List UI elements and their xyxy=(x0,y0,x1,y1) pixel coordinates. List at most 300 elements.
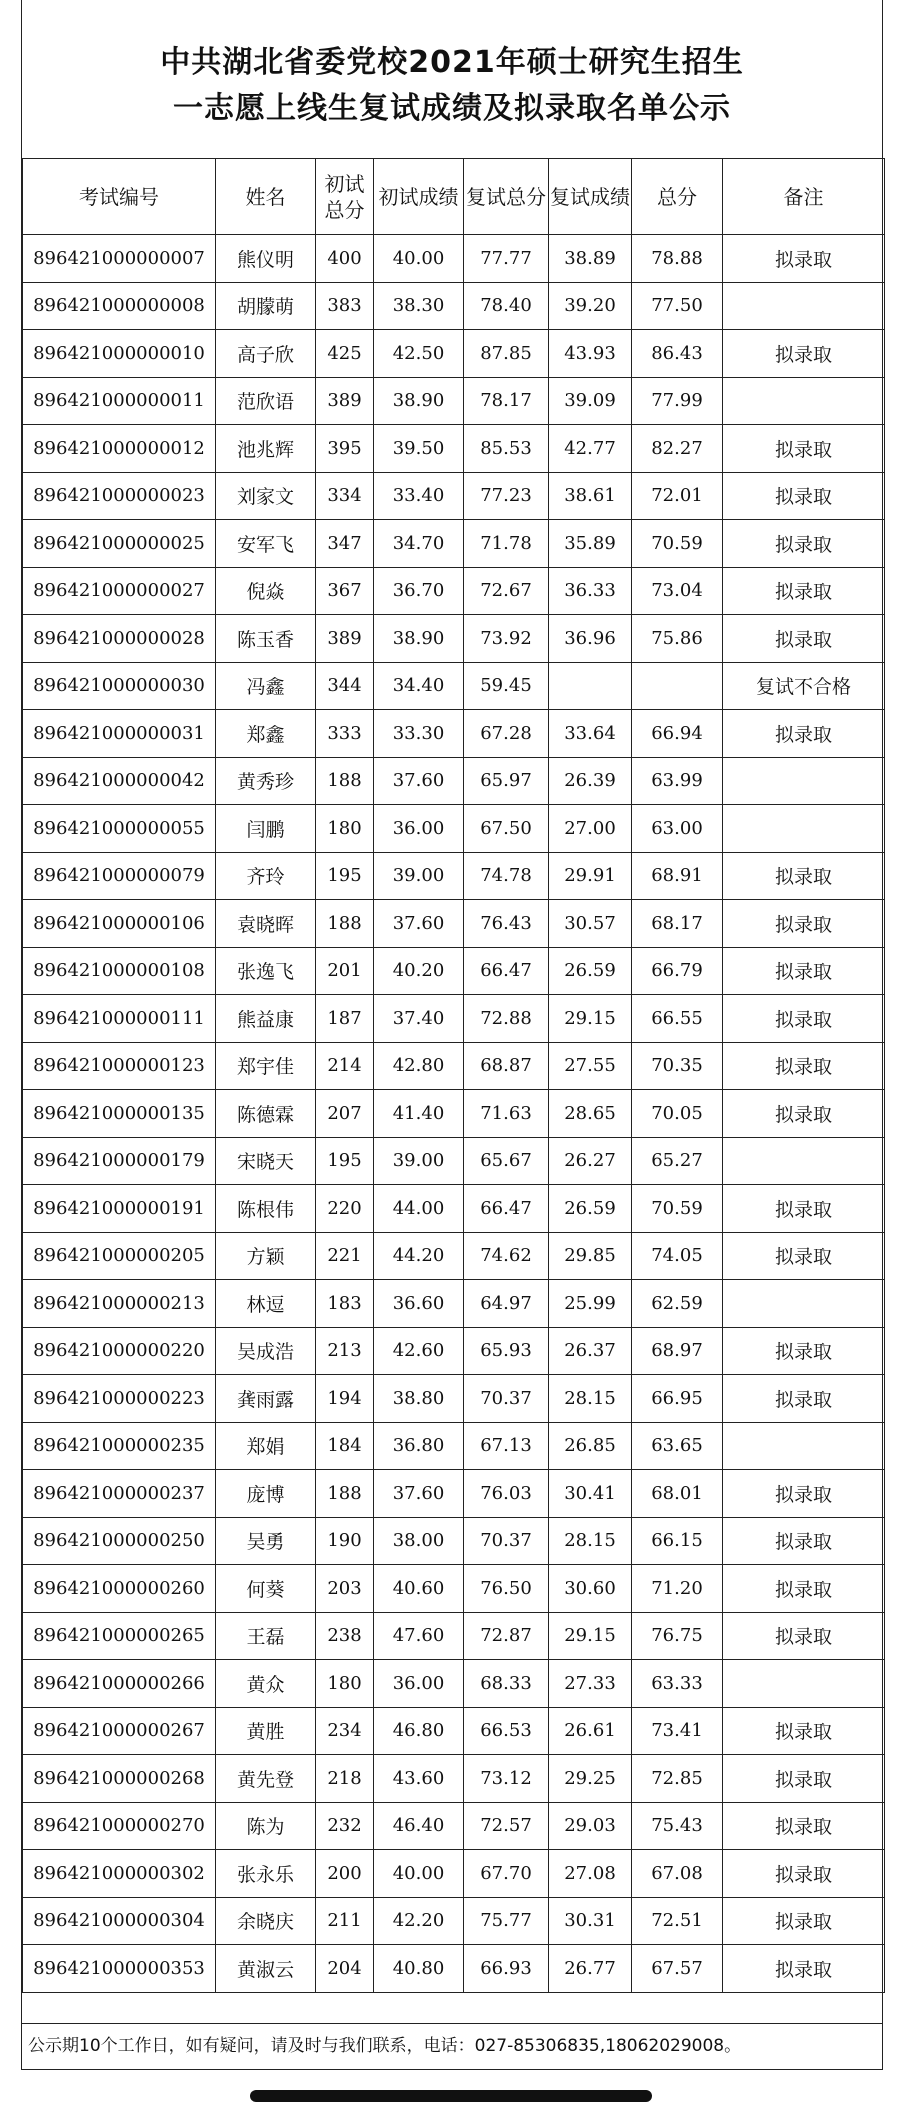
table-row xyxy=(23,805,885,853)
cell-retest-total: 67.13 xyxy=(464,1422,549,1470)
cell-initial-score: 42.20 xyxy=(374,1897,464,1945)
cell-initial-total: 395 xyxy=(316,425,374,473)
cell-initial-total: 194 xyxy=(316,1375,374,1423)
cell-initial-total: 383 xyxy=(316,282,374,330)
cell-initial-score: 39.00 xyxy=(374,852,464,900)
cell-initial-total: 188 xyxy=(316,900,374,948)
cell-name: 郑娟 xyxy=(216,1422,316,1470)
cell-name: 张逸飞 xyxy=(216,947,316,995)
cell-initial-total: 188 xyxy=(316,757,374,805)
cell-total: 63.65 xyxy=(632,1422,723,1470)
cell-remark: 拟录取 xyxy=(723,1185,885,1233)
cell-initial-score: 43.60 xyxy=(374,1755,464,1803)
cell-retest-total: 67.28 xyxy=(464,710,549,758)
cell-retest-total: 76.03 xyxy=(464,1470,549,1518)
cell-retest-score: 29.15 xyxy=(549,995,632,1043)
cell-initial-score: 44.00 xyxy=(374,1185,464,1233)
cell-name: 方颖 xyxy=(216,1232,316,1280)
cell-remark xyxy=(723,1137,885,1185)
cell-initial-score: 42.80 xyxy=(374,1042,464,1090)
cell-total: 70.35 xyxy=(632,1042,723,1090)
cell-retest-total: 78.40 xyxy=(464,282,549,330)
cell-total: 78.88 xyxy=(632,235,723,283)
cell-retest-total: 87.85 xyxy=(464,330,549,378)
cell-retest-total: 73.92 xyxy=(464,615,549,663)
cell-exam-id: 896421000000042 xyxy=(23,757,216,805)
table-row xyxy=(23,1090,885,1138)
cell-initial-total: 389 xyxy=(316,615,374,663)
table-row xyxy=(23,235,885,283)
cell-name: 陈为 xyxy=(216,1802,316,1850)
cell-exam-id: 896421000000213 xyxy=(23,1280,216,1328)
cell-name: 宋晓天 xyxy=(216,1137,316,1185)
cell-remark: 拟录取 xyxy=(723,1565,885,1613)
cell-remark: 拟录取 xyxy=(723,1945,885,1993)
cell-initial-total: 334 xyxy=(316,472,374,520)
cell-name: 袁晓晖 xyxy=(216,900,316,948)
cell-initial-total: 195 xyxy=(316,1137,374,1185)
table-row xyxy=(23,567,885,615)
cell-total: 72.85 xyxy=(632,1755,723,1803)
cell-retest-total: 72.87 xyxy=(464,1612,549,1660)
table-row xyxy=(23,472,885,520)
cell-total: 67.08 xyxy=(632,1850,723,1898)
cell-retest-total: 67.50 xyxy=(464,805,549,853)
cell-remark xyxy=(723,805,885,853)
cell-remark xyxy=(723,757,885,805)
cell-remark: 拟录取 xyxy=(723,472,885,520)
cell-total: 76.75 xyxy=(632,1612,723,1660)
cell-exam-id: 896421000000010 xyxy=(23,330,216,378)
cell-retest-total: 72.57 xyxy=(464,1802,549,1850)
cell-initial-score: 42.60 xyxy=(374,1327,464,1375)
cell-remark xyxy=(723,1280,885,1328)
cell-total: 66.95 xyxy=(632,1375,723,1423)
cell-remark: 拟录取 xyxy=(723,852,885,900)
cell-retest-total: 74.62 xyxy=(464,1232,549,1280)
cell-total: 68.97 xyxy=(632,1327,723,1375)
table-row xyxy=(23,1517,885,1565)
cell-total: 66.79 xyxy=(632,947,723,995)
cell-retest-total: 76.50 xyxy=(464,1565,549,1613)
cell-initial-total: 425 xyxy=(316,330,374,378)
cell-exam-id: 896421000000011 xyxy=(23,377,216,425)
table-row xyxy=(23,1945,885,1993)
cell-initial-score: 42.50 xyxy=(374,330,464,378)
cell-exam-id: 896421000000260 xyxy=(23,1565,216,1613)
cell-name: 陈玉香 xyxy=(216,615,316,663)
cell-retest-score: 26.85 xyxy=(549,1422,632,1470)
cell-name: 庞博 xyxy=(216,1470,316,1518)
cell-exam-id: 896421000000220 xyxy=(23,1327,216,1375)
table-row xyxy=(23,1185,885,1233)
cell-initial-score: 39.50 xyxy=(374,425,464,473)
cell-total: 68.17 xyxy=(632,900,723,948)
header-remark: 备注 xyxy=(723,159,885,235)
cell-retest-total: 66.47 xyxy=(464,947,549,995)
table-row xyxy=(23,615,885,663)
cell-name: 余晓庆 xyxy=(216,1897,316,1945)
cell-retest-total: 59.45 xyxy=(464,662,549,710)
cell-exam-id: 896421000000028 xyxy=(23,615,216,663)
cell-name: 刘家文 xyxy=(216,472,316,520)
cell-name: 何葵 xyxy=(216,1565,316,1613)
cell-remark: 拟录取 xyxy=(723,615,885,663)
home-indicator-bar[interactable] xyxy=(250,2090,652,2102)
cell-initial-score: 38.90 xyxy=(374,615,464,663)
cell-exam-id: 896421000000266 xyxy=(23,1660,216,1708)
header-initial-score: 初试成绩 xyxy=(374,159,464,235)
cell-retest-score: 27.33 xyxy=(549,1660,632,1708)
cell-retest-score: 30.41 xyxy=(549,1470,632,1518)
cell-name: 张永乐 xyxy=(216,1850,316,1898)
cell-initial-total: 333 xyxy=(316,710,374,758)
cell-initial-total: 184 xyxy=(316,1422,374,1470)
cell-remark: 拟录取 xyxy=(723,520,885,568)
cell-initial-score: 36.80 xyxy=(374,1422,464,1470)
cell-initial-total: 195 xyxy=(316,852,374,900)
cell-remark: 拟录取 xyxy=(723,900,885,948)
cell-remark: 拟录取 xyxy=(723,995,885,1043)
cell-remark xyxy=(723,282,885,330)
cell-total: 70.59 xyxy=(632,1185,723,1233)
cell-name: 陈德霖 xyxy=(216,1090,316,1138)
cell-total: 77.99 xyxy=(632,377,723,425)
cell-initial-score: 37.60 xyxy=(374,900,464,948)
cell-exam-id: 896421000000008 xyxy=(23,282,216,330)
cell-retest-total: 65.97 xyxy=(464,757,549,805)
cell-initial-score: 46.80 xyxy=(374,1707,464,1755)
table-row xyxy=(23,1897,885,1945)
cell-retest-total: 74.78 xyxy=(464,852,549,900)
cell-retest-total: 67.70 xyxy=(464,1850,549,1898)
cell-total: 63.00 xyxy=(632,805,723,853)
cell-name: 黄先登 xyxy=(216,1755,316,1803)
cell-retest-score xyxy=(549,662,632,710)
table-row xyxy=(23,520,885,568)
cell-total: 75.86 xyxy=(632,615,723,663)
table-row xyxy=(23,1327,885,1375)
cell-total: 75.43 xyxy=(632,1802,723,1850)
cell-retest-score: 27.08 xyxy=(549,1850,632,1898)
cell-exam-id: 896421000000304 xyxy=(23,1897,216,1945)
cell-retest-score: 39.09 xyxy=(549,377,632,425)
cell-total: 63.99 xyxy=(632,757,723,805)
cell-retest-total: 76.43 xyxy=(464,900,549,948)
cell-exam-id: 896421000000025 xyxy=(23,520,216,568)
table-row xyxy=(23,1707,885,1755)
table-row xyxy=(23,1232,885,1280)
cell-initial-score: 39.00 xyxy=(374,1137,464,1185)
cell-remark: 拟录取 xyxy=(723,425,885,473)
cell-retest-score: 26.59 xyxy=(549,947,632,995)
cell-exam-id: 896421000000135 xyxy=(23,1090,216,1138)
cell-retest-total: 72.88 xyxy=(464,995,549,1043)
cell-exam-id: 896421000000191 xyxy=(23,1185,216,1233)
cell-initial-total: 201 xyxy=(316,947,374,995)
cell-name: 郑鑫 xyxy=(216,710,316,758)
table-row xyxy=(23,995,885,1043)
table-row xyxy=(23,1375,885,1423)
cell-initial-score: 36.60 xyxy=(374,1280,464,1328)
cell-retest-score: 28.65 xyxy=(549,1090,632,1138)
header-exam-id: 考试编号 xyxy=(23,159,216,235)
cell-retest-total: 70.37 xyxy=(464,1375,549,1423)
cell-retest-score: 30.60 xyxy=(549,1565,632,1613)
cell-total: 77.50 xyxy=(632,282,723,330)
cell-retest-score: 28.15 xyxy=(549,1517,632,1565)
table-row xyxy=(23,947,885,995)
cell-retest-score: 29.15 xyxy=(549,1612,632,1660)
header-retest-score: 复试成绩 xyxy=(549,159,632,235)
cell-exam-id: 896421000000250 xyxy=(23,1517,216,1565)
score-table xyxy=(22,158,885,1993)
cell-initial-total: 367 xyxy=(316,567,374,615)
cell-initial-score: 38.30 xyxy=(374,282,464,330)
cell-retest-total: 64.97 xyxy=(464,1280,549,1328)
table-row xyxy=(23,1137,885,1185)
cell-retest-total: 78.17 xyxy=(464,377,549,425)
cell-name: 闫鹏 xyxy=(216,805,316,853)
cell-exam-id: 896421000000079 xyxy=(23,852,216,900)
cell-exam-id: 896421000000007 xyxy=(23,235,216,283)
cell-initial-total: 207 xyxy=(316,1090,374,1138)
table-row xyxy=(23,1470,885,1518)
cell-initial-total: 200 xyxy=(316,1850,374,1898)
cell-initial-total: 204 xyxy=(316,1945,374,1993)
cell-retest-total: 71.78 xyxy=(464,520,549,568)
cell-initial-score: 40.60 xyxy=(374,1565,464,1613)
cell-retest-total: 66.93 xyxy=(464,1945,549,1993)
cell-initial-total: 183 xyxy=(316,1280,374,1328)
cell-initial-total: 218 xyxy=(316,1755,374,1803)
cell-retest-total: 66.53 xyxy=(464,1707,549,1755)
table-row xyxy=(23,1802,885,1850)
cell-exam-id: 896421000000179 xyxy=(23,1137,216,1185)
table-row xyxy=(23,282,885,330)
cell-name: 吴勇 xyxy=(216,1517,316,1565)
cell-total: 73.41 xyxy=(632,1707,723,1755)
table-row xyxy=(23,330,885,378)
cell-initial-score: 33.30 xyxy=(374,710,464,758)
cell-total: 73.04 xyxy=(632,567,723,615)
cell-initial-score: 40.00 xyxy=(374,235,464,283)
cell-remark: 拟录取 xyxy=(723,567,885,615)
cell-total: 63.33 xyxy=(632,1660,723,1708)
cell-total: 72.51 xyxy=(632,1897,723,1945)
cell-name: 林逗 xyxy=(216,1280,316,1328)
cell-name: 黄胜 xyxy=(216,1707,316,1755)
cell-initial-total: 400 xyxy=(316,235,374,283)
cell-name: 熊仪明 xyxy=(216,235,316,283)
table-row xyxy=(23,1850,885,1898)
cell-exam-id: 896421000000108 xyxy=(23,947,216,995)
cell-initial-total: 211 xyxy=(316,1897,374,1945)
cell-retest-total: 71.63 xyxy=(464,1090,549,1138)
cell-retest-total: 66.47 xyxy=(464,1185,549,1233)
cell-total: 72.01 xyxy=(632,472,723,520)
cell-name: 黄淑云 xyxy=(216,1945,316,1993)
document-title xyxy=(22,40,882,132)
cell-exam-id: 896421000000012 xyxy=(23,425,216,473)
header-name: 姓名 xyxy=(216,159,316,235)
cell-retest-score: 38.89 xyxy=(549,235,632,283)
cell-initial-total: 344 xyxy=(316,662,374,710)
cell-remark xyxy=(723,1422,885,1470)
cell-name: 胡朦萌 xyxy=(216,282,316,330)
cell-initial-score: 36.70 xyxy=(374,567,464,615)
cell-name: 陈根伟 xyxy=(216,1185,316,1233)
table-row xyxy=(23,1280,885,1328)
cell-exam-id: 896421000000055 xyxy=(23,805,216,853)
cell-name: 王磊 xyxy=(216,1612,316,1660)
cell-total: 65.27 xyxy=(632,1137,723,1185)
cell-name: 池兆辉 xyxy=(216,425,316,473)
table-row xyxy=(23,710,885,758)
cell-total: 68.91 xyxy=(632,852,723,900)
cell-initial-total: 213 xyxy=(316,1327,374,1375)
cell-name: 黄众 xyxy=(216,1660,316,1708)
cell-remark: 拟录取 xyxy=(723,947,885,995)
cell-retest-score: 25.99 xyxy=(549,1280,632,1328)
cell-retest-score: 29.91 xyxy=(549,852,632,900)
title-line-1: 中共湖北省委党校2021年硕士研究生招生 xyxy=(160,45,744,80)
cell-total: 66.15 xyxy=(632,1517,723,1565)
cell-initial-score: 38.90 xyxy=(374,377,464,425)
cell-total: 70.05 xyxy=(632,1090,723,1138)
cell-initial-score: 37.60 xyxy=(374,1470,464,1518)
cell-remark: 拟录取 xyxy=(723,1897,885,1945)
cell-exam-id: 896421000000106 xyxy=(23,900,216,948)
cell-exam-id: 896421000000123 xyxy=(23,1042,216,1090)
cell-retest-total: 77.77 xyxy=(464,235,549,283)
cell-retest-total: 65.93 xyxy=(464,1327,549,1375)
cell-exam-id: 896421000000023 xyxy=(23,472,216,520)
cell-total xyxy=(632,662,723,710)
cell-retest-total: 75.77 xyxy=(464,1897,549,1945)
cell-total: 86.43 xyxy=(632,330,723,378)
cell-total: 74.05 xyxy=(632,1232,723,1280)
cell-exam-id: 896421000000237 xyxy=(23,1470,216,1518)
cell-initial-score: 36.00 xyxy=(374,805,464,853)
cell-retest-score: 27.55 xyxy=(549,1042,632,1090)
table-row xyxy=(23,377,885,425)
cell-retest-score: 38.61 xyxy=(549,472,632,520)
cell-remark: 拟录取 xyxy=(723,235,885,283)
cell-total: 71.20 xyxy=(632,1565,723,1613)
cell-remark: 拟录取 xyxy=(723,1802,885,1850)
cell-remark: 拟录取 xyxy=(723,1090,885,1138)
cell-retest-score: 39.20 xyxy=(549,282,632,330)
cell-total: 66.94 xyxy=(632,710,723,758)
cell-exam-id: 896421000000223 xyxy=(23,1375,216,1423)
table-header-row xyxy=(23,159,885,235)
table-row xyxy=(23,1612,885,1660)
cell-initial-total: 214 xyxy=(316,1042,374,1090)
table-row xyxy=(23,1755,885,1803)
cell-retest-total: 73.12 xyxy=(464,1755,549,1803)
cell-retest-score: 28.15 xyxy=(549,1375,632,1423)
cell-initial-score: 38.00 xyxy=(374,1517,464,1565)
cell-retest-score: 29.03 xyxy=(549,1802,632,1850)
cell-retest-total: 70.37 xyxy=(464,1517,549,1565)
cell-exam-id: 896421000000353 xyxy=(23,1945,216,1993)
cell-exam-id: 896421000000031 xyxy=(23,710,216,758)
header-retest-total: 复试总分 xyxy=(464,159,549,235)
table-row xyxy=(23,757,885,805)
cell-retest-score: 29.85 xyxy=(549,1232,632,1280)
cell-retest-score: 26.27 xyxy=(549,1137,632,1185)
cell-initial-total: 221 xyxy=(316,1232,374,1280)
cell-retest-total: 72.67 xyxy=(464,567,549,615)
cell-initial-score: 36.00 xyxy=(374,1660,464,1708)
cell-initial-total: 187 xyxy=(316,995,374,1043)
cell-retest-score: 30.31 xyxy=(549,1897,632,1945)
cell-exam-id: 896421000000111 xyxy=(23,995,216,1043)
cell-initial-total: 190 xyxy=(316,1517,374,1565)
cell-retest-total: 77.23 xyxy=(464,472,549,520)
cell-initial-score: 34.40 xyxy=(374,662,464,710)
cell-exam-id: 896421000000267 xyxy=(23,1707,216,1755)
table-row xyxy=(23,1042,885,1090)
cell-name: 郑宇佳 xyxy=(216,1042,316,1090)
cell-retest-score: 35.89 xyxy=(549,520,632,568)
cell-initial-total: 389 xyxy=(316,377,374,425)
cell-initial-score: 47.60 xyxy=(374,1612,464,1660)
cell-initial-total: 220 xyxy=(316,1185,374,1233)
cell-retest-score: 36.96 xyxy=(549,615,632,663)
cell-retest-score: 26.59 xyxy=(549,1185,632,1233)
table-row xyxy=(23,852,885,900)
cell-remark: 拟录取 xyxy=(723,1850,885,1898)
cell-total: 67.57 xyxy=(632,1945,723,1993)
cell-retest-total: 65.67 xyxy=(464,1137,549,1185)
cell-name: 吴成浩 xyxy=(216,1327,316,1375)
cell-remark: 复试不合格 xyxy=(723,662,885,710)
cell-retest-score: 42.77 xyxy=(549,425,632,473)
cell-total: 66.55 xyxy=(632,995,723,1043)
cell-name: 范欣语 xyxy=(216,377,316,425)
cell-remark: 拟录取 xyxy=(723,1042,885,1090)
cell-remark: 拟录取 xyxy=(723,1707,885,1755)
cell-initial-score: 38.80 xyxy=(374,1375,464,1423)
cell-exam-id: 896421000000235 xyxy=(23,1422,216,1470)
cell-retest-score: 29.25 xyxy=(549,1755,632,1803)
cell-name: 熊益康 xyxy=(216,995,316,1043)
document-sheet xyxy=(21,0,883,2070)
cell-name: 倪焱 xyxy=(216,567,316,615)
cell-initial-score: 34.70 xyxy=(374,520,464,568)
cell-name: 冯鑫 xyxy=(216,662,316,710)
cell-total: 68.01 xyxy=(632,1470,723,1518)
header-initial-total: 初试总分 xyxy=(316,159,374,235)
cell-name: 齐玲 xyxy=(216,852,316,900)
cell-remark: 拟录取 xyxy=(723,1517,885,1565)
cell-remark xyxy=(723,1660,885,1708)
cell-retest-score: 26.37 xyxy=(549,1327,632,1375)
cell-initial-score: 46.40 xyxy=(374,1802,464,1850)
cell-retest-score: 26.61 xyxy=(549,1707,632,1755)
cell-total: 70.59 xyxy=(632,520,723,568)
cell-retest-total: 68.87 xyxy=(464,1042,549,1090)
cell-retest-score: 43.93 xyxy=(549,330,632,378)
cell-exam-id: 896421000000205 xyxy=(23,1232,216,1280)
table-row xyxy=(23,1565,885,1613)
table-row xyxy=(23,900,885,948)
cell-exam-id: 896421000000270 xyxy=(23,1802,216,1850)
cell-remark: 拟录取 xyxy=(723,1232,885,1280)
cell-initial-total: 234 xyxy=(316,1707,374,1755)
